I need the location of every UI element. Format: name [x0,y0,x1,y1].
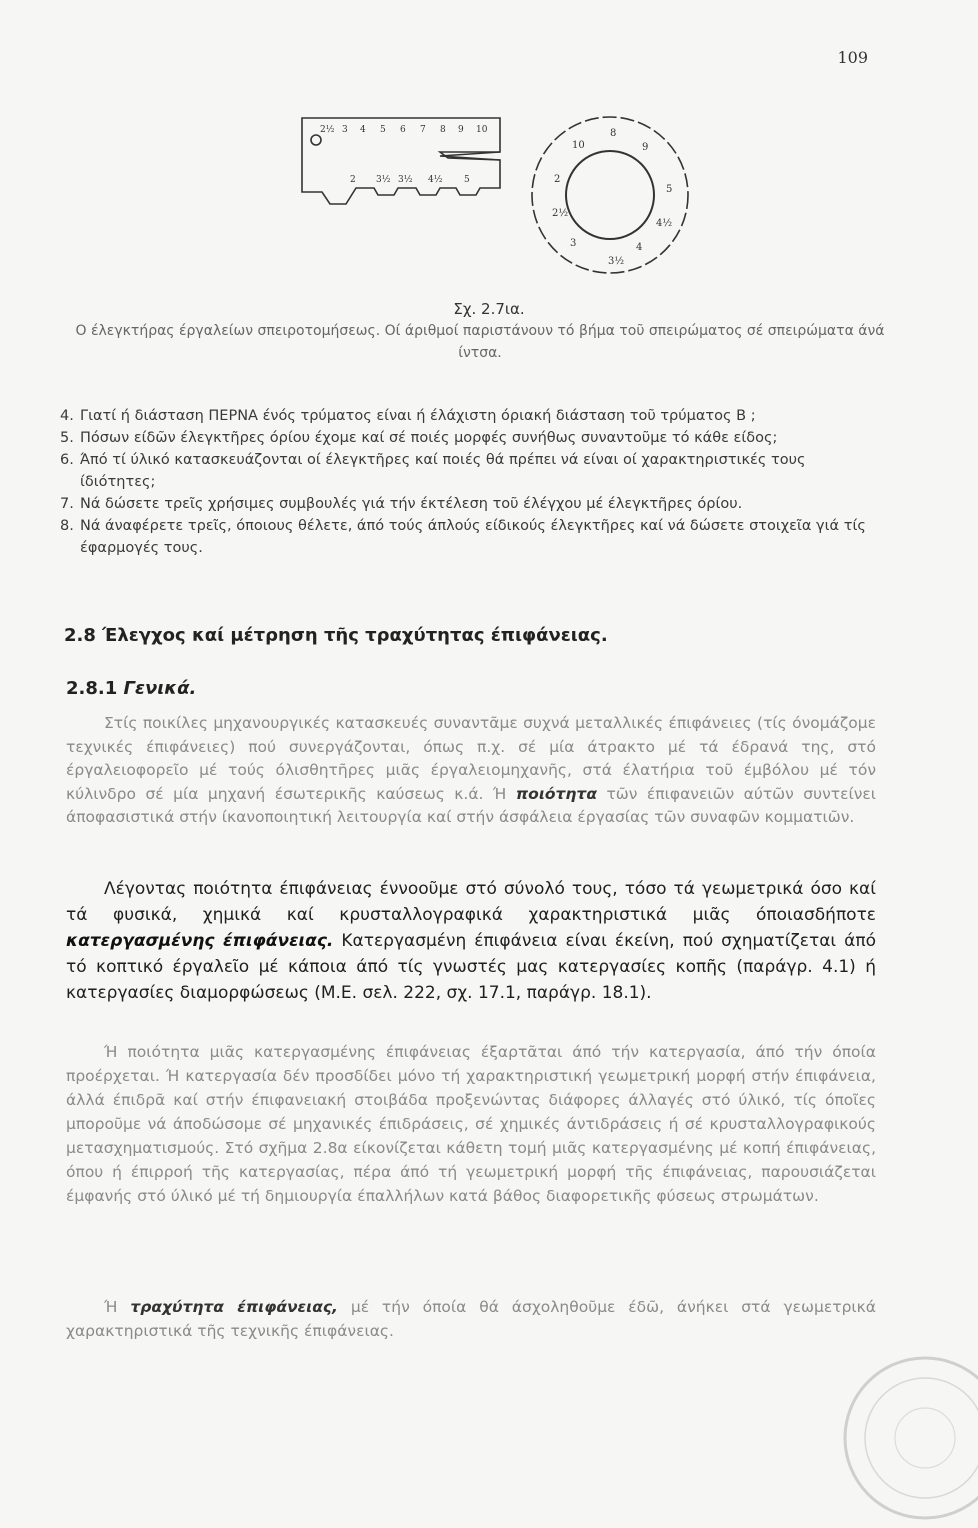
question-number: 5. [60,430,74,446]
question-item [60,449,880,493]
question-item [60,493,880,515]
emphasis-term: κατεργασμένης έπιφάνειας. [66,931,334,951]
ring-label: 10 [572,140,585,151]
paragraph-text: Στίς ποικίλες μηχανουργικές κατασκευές συναντᾶμε συχνά μεταλλικές έπιφάνειες (τίς όνομάζομε τεχνικές έπιφάνειες) πού συνεργάζονται, όπως π.χ. σέ μία άτρακτο μέ τά έδρανά της, στό έργαλειοφορεῖο μέ τούς όλισθητῆρες μιᾶς έργαλειομηχανῆς, στά έλατήρια τοῦ έμβόλου μέ τόν κύλινδρο σέ μία μηχανή έσωτερικῆς καύσεως κ.ά. Ή [66,714,876,803]
paragraph-text: μέ τήν όποία θά άσχοληθοῦμε έδῶ, άνήκει στά γεωμετρικά χαρακτηριστικά τῆς τεχνικῆς έπιφάνειας. [66,1298,877,1340]
question-item [60,427,880,449]
plate-label: 10 [476,125,488,135]
paragraph-1 [66,712,876,830]
plate-label: 2 [350,175,356,185]
plate-bottom-labels [350,174,470,185]
review-questions [60,405,880,559]
question-text: Γιατί ή διάσταση ΠΕΡΝΑ ένός τρύματος είναι ή έλάχιστη όριακή διάσταση τοῦ τρύματος Β ; [80,408,756,424]
page-number: 109 [837,48,868,67]
paragraph-text: τῶν έπιφανειῶν αύτῶν συντείνει άποφασιστικά στήν ίκανοποιητική λειτουργία καί στήν άσφάλεια έργασίας τῶν συναφῶν κομματιῶν. [66,784,876,826]
section-heading: 2.8 Έλεγχος καί μέτρηση τῆς τραχύτητας έπιφάνειας. [64,625,608,646]
paragraph-2 [66,876,876,1006]
question-item [60,515,880,559]
question-number: 4. [60,408,74,424]
question-number: 7. [60,496,74,512]
question-text: Πόσων είδῶν έλεγκτῆρες όρίου έχομε καί σέ ποιές μορφές συνήθως συναντοῦμε τό κάθε είδος; [80,430,778,446]
figure-caption-title: Σχ. 2.7ια. [453,300,525,318]
question-number: 8. [60,518,74,534]
question-item [60,405,880,427]
ring-label: 2½ [552,208,569,219]
paragraph-text: Ή [104,1298,118,1316]
ring-label: 8 [610,128,617,139]
plate-label: 5 [380,125,386,135]
ring-label: 4 [636,242,643,253]
ring-label: 9 [642,142,649,153]
ring-label: 2 [554,174,561,185]
subsection-number: 2.8.1 [66,678,118,699]
plate-label: 3½ [376,175,391,185]
subsection-heading [66,678,196,699]
plate-label: 7 [420,125,426,135]
question-text: Άπό τί ύλικό κατασκευάζονται οί έλεγκτῆρες καί ποιές θά πρέπει νά είναι οί χαρακτηριστικές τους ίδιότητες; [80,452,806,490]
question-text: Νά δώσετε τρεῖς χρήσιμες συμβουλές γιά τήν έκτέλεση τοῦ έλέγχου μέ έλεγκτῆρες όρίου. [80,496,743,512]
plate-label: 3 [342,125,348,135]
emphasis-term: τραχύτητα έπιφάνειας, [130,1298,338,1316]
ring-label: 3 [570,238,577,249]
plate-label: 9 [458,125,464,135]
plate-label: 3½ [398,175,413,185]
question-text: Νά άναφέρετε τρεῖς, όποιους θέλετε, άπό τούς άπλούς είδικούς έλεγκτῆρες καί νά δώσετε στοιχεῖα γιά τίς έφαρμογές τους. [80,518,866,556]
plate-label: 2½ [320,125,335,135]
figure-caption-text: Ο έλεγκτήρας έργαλείων σπειροτομήσεως. Οί άριθμοί παριστάνουν τό βήμα τοῦ σπειρώματος σέ σπειρώματα άνά ίντσα. [75,323,885,361]
ring-label: 3½ [608,256,625,267]
question-number: 6. [60,452,74,468]
plate-label: 4 [360,125,366,135]
thread-gauge-figure [290,100,710,300]
plate-label: 4½ [428,175,443,185]
ring-label: 5 [666,184,673,195]
paragraph-4 [66,1295,876,1343]
paragraph-text: Κατεργασμένη έπιφάνεια είναι έκείνη, πού σχηματίζεται άπό τό κοπτικό έργαλεῖο μέ κάποια άπό τίς γνωστές μας κατεργασίες κοπῆς (παράγρ. 4.1) ή κατεργασίες διαμορφώσεως (Μ.Ε. σελ. 222, σχ. 17.1, παράγρ. 18.1). [66,931,877,1003]
paragraph-text: Λέγοντας ποιότητα έπιφάνειας έννοοῦμε στό σύνολό τους, τόσο τά γεωμετρικά όσο καί τά φυσικά, χημικά καί κρυσταλλογραφικά χαρακτηριστικά μιᾶς όποιασδήποτε [66,879,876,925]
plate-top-labels [320,124,488,135]
library-stamp [835,1348,978,1528]
ring-label: 4½ [656,218,673,229]
plate-label: 6 [400,125,406,135]
emphasis-term: ποιότητα [515,784,597,803]
subsection-title: Γενικά. [123,678,197,699]
paragraph-3: Ή ποιότητα μιᾶς κατεργασμένης έπιφάνειας έξαρτᾶται άπό τήν κατεργασία, άπό τήν όποία προέρχεται. Ή κατεργασία δέν προσδίδει μόνο τή χαρακτηριστική γεωμετρική μορφή στήν έπιφάνεια, άλλά έπιδρᾶ καί στήν έπιφανειακή στοιβάδα προξενώντας διάφορες άλλαγές στό ύλικό, τίς όποῖες μποροῦμε νά άποδώσομε σέ μηχανικές έπιδράσεις, σέ χημικές άντιδράσεις ή σέ κρυσταλλογραφικούς μετασχηματισμούς. Στό σχῆμα 2.8α είκονίζεται κάθετη τομή μιᾶς κατεργασμένης μέ κοπή έπιφάνειας, όπου ή έπιρροή τῆς κατεργασίας, πέρα άπό τή γεωμετρική μορφή τῆς έπιφάνειας, παρουσιάζεται έμφανής στό ύλικό μέ τή δημιουργία έπαλλήλων κατά βάθος διαφορετικῆς φύσεως στρωμάτων. [66,1043,876,1205]
plate-label: 5 [464,175,470,185]
plate-label: 8 [440,125,446,135]
ring-gauge [532,117,688,273]
